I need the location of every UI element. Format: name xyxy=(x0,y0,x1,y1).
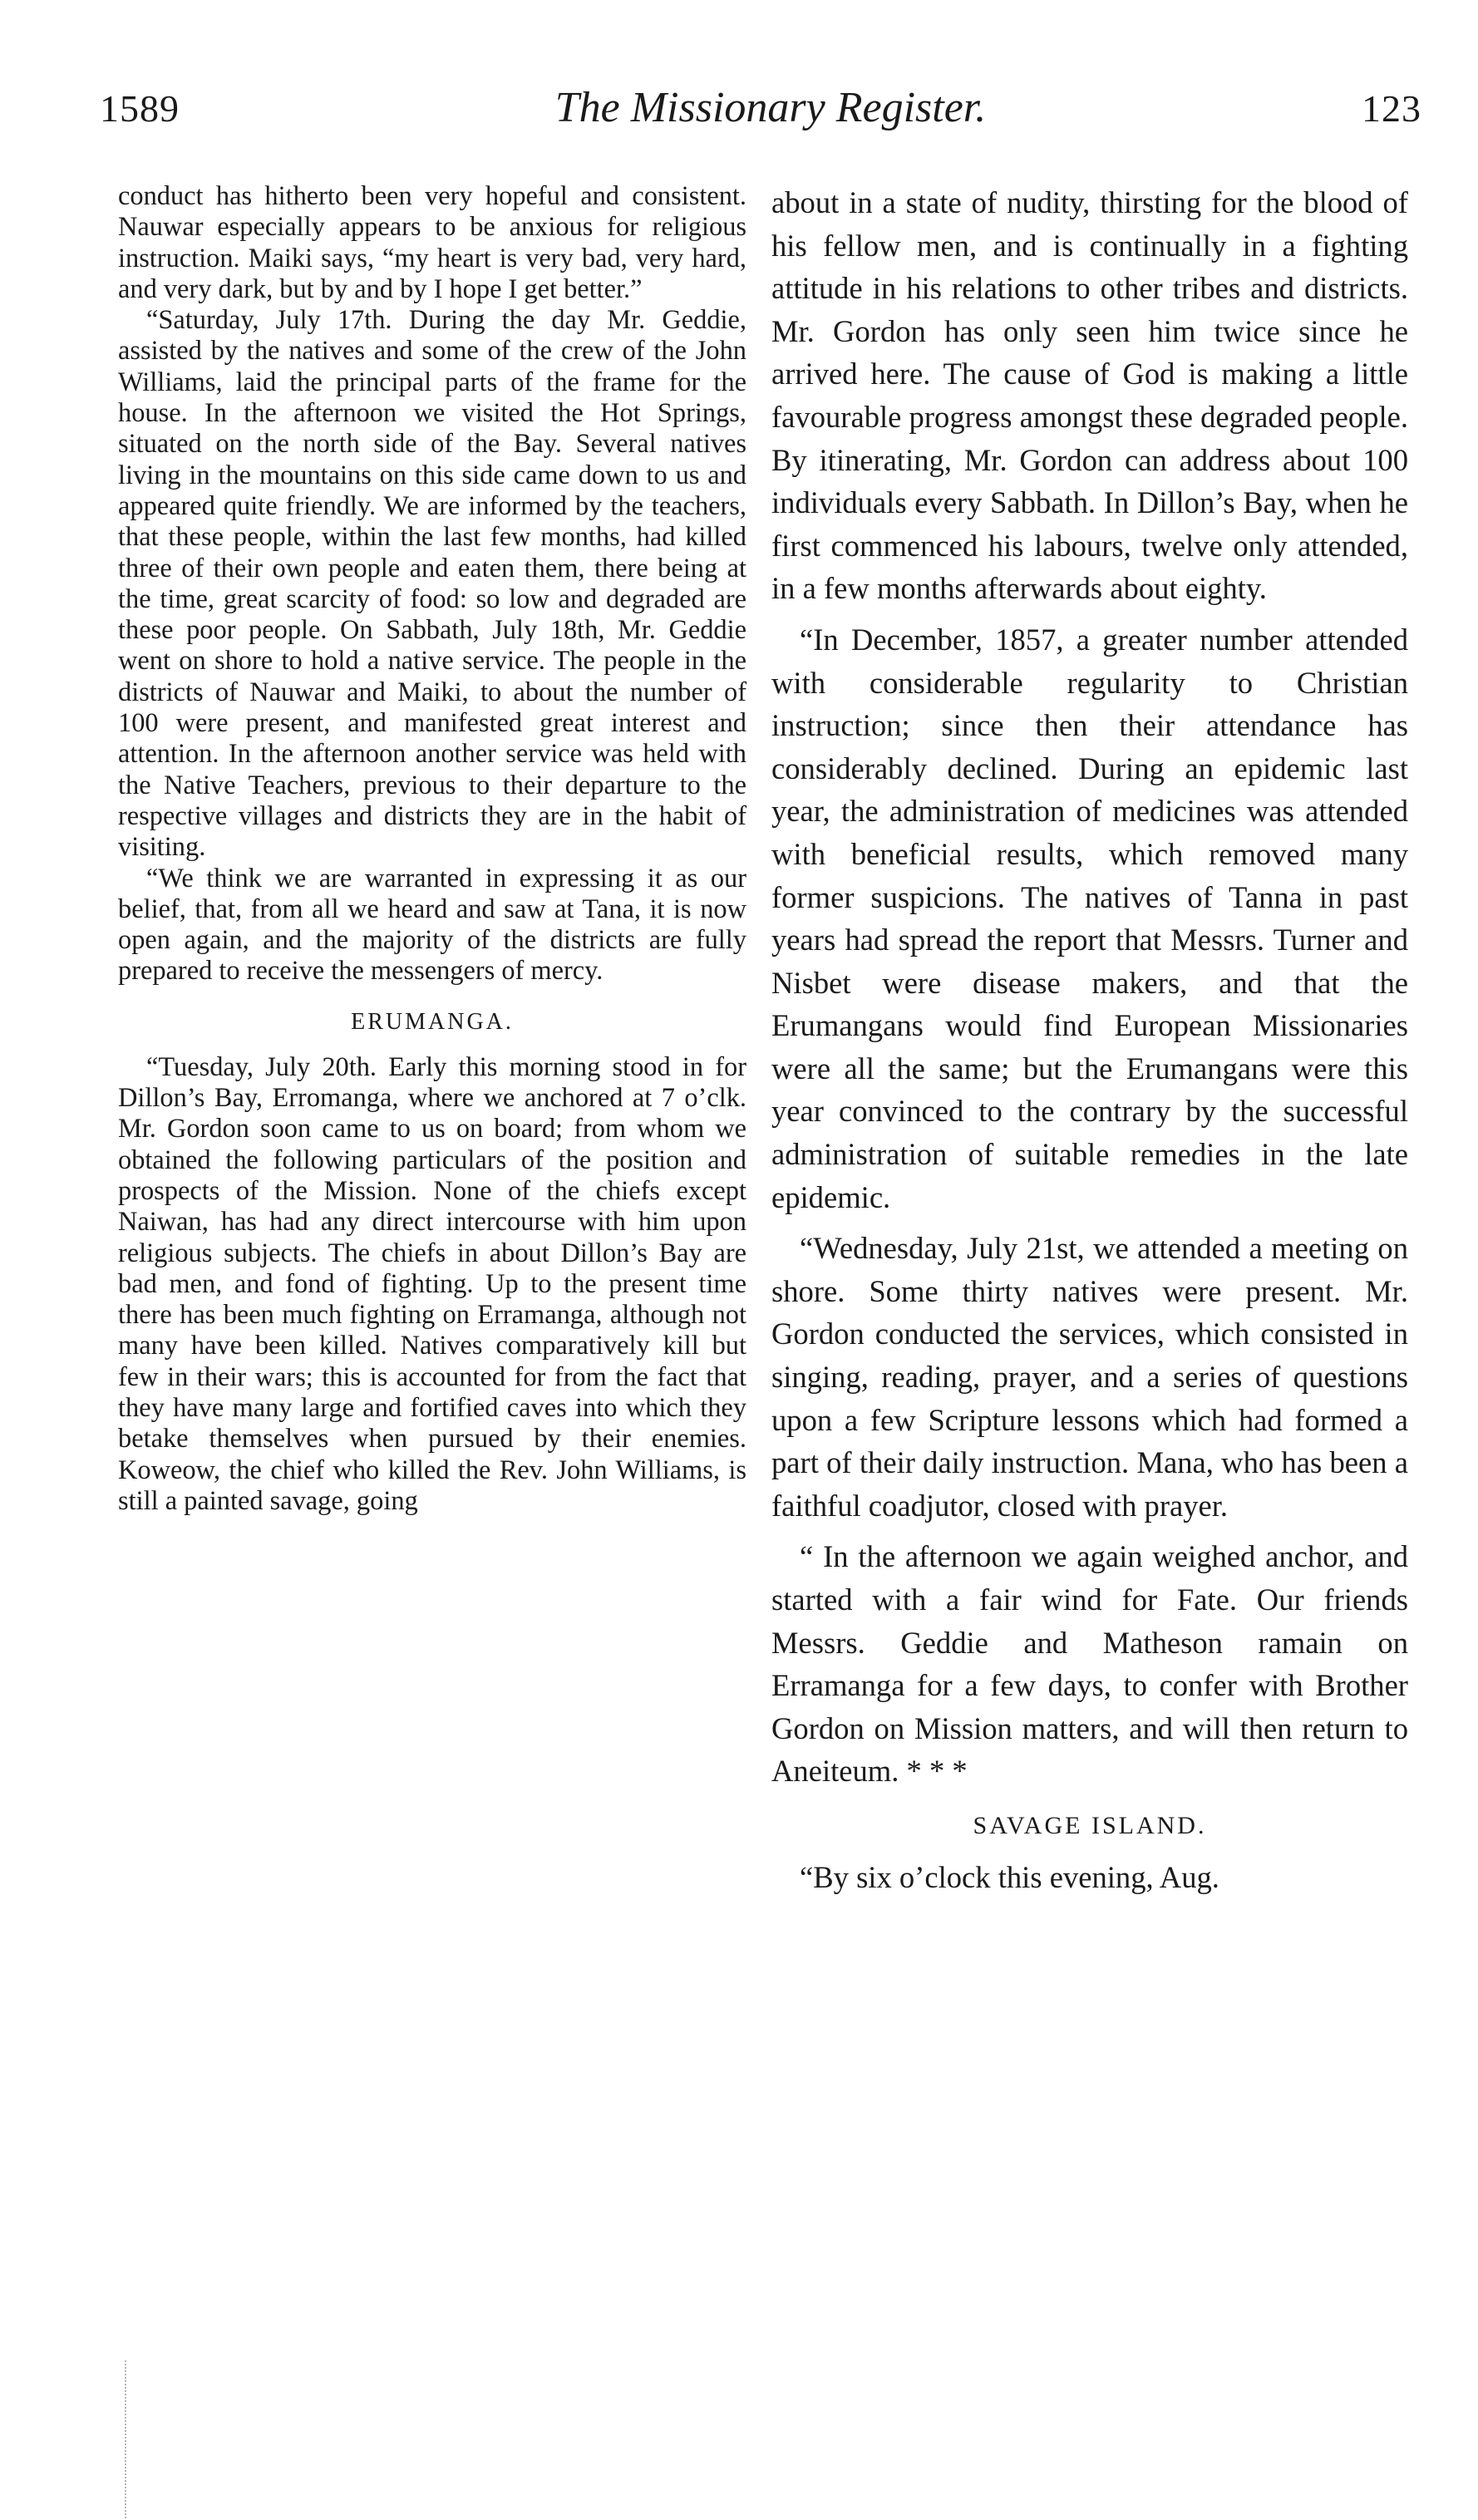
paragraph: “ In the afternoon we again weighed anchor, and started with a fair wind for Fate. Our friends Messrs. Geddie and Matheson ramain on Erramanga for a few days, to confer with Brother Gordon on Mission matters, and will then return to Aneiteum. * * * xyxy=(771,1539,1408,1789)
running-title: The Missionary Register. xyxy=(554,84,987,131)
page-number-left: 1589 xyxy=(100,87,180,130)
margin-dots xyxy=(125,2360,130,2518)
section-heading-erumanga: ERUMANGA. xyxy=(351,1008,514,1035)
page-number-right: 123 xyxy=(1362,87,1421,130)
section-heading-savage-island: SAVAGE ISLAND. xyxy=(973,1811,1207,1839)
paragraph: “In December, 1857, a greater number attended with considerable regularity to Christian instruction; since then their attendance has considerably declined. During an epidemic last year, the administration of medicines was attended with beneficial results, which removed many former suspicions. The natives of Tanna in past years had spread the report that Messrs. Turner and Nisbet were disease makers, and that the Erumangans would find European Missionaries were all the same; but the Erumangans were this year convinced to the contrary by the successful administration of suitable remedies in the late epidemic. xyxy=(771,622,1408,1214)
paragraph: “By six o’clock this evening, Aug. xyxy=(800,1859,1219,1894)
running-header xyxy=(100,83,1421,158)
paragraph: “Wednesday, July 21st, we attended a meeting on shore. Some thirty natives were present. Mr. Gordon conducted the services, which consisted in singing, reading, prayer, and a series of questions upon a few Scripture lessons which had formed a part of their daily instruction. Mana, who has been a faithful coadjutor, closed with prayer. xyxy=(771,1231,1408,1523)
paragraph: “Tuesday, July 20th. Early this morning stood in for Dillon’s Bay, Erromanga, where we anchored at 7 o’clk. Mr. Gordon soon came to us on board; from whom we obtained the following particulars of the position and prospects of the Mission. None of the chiefs except Naiwan, has had any direct intercourse with him upon religious subjects. The chiefs in about Dillon’s Bay are bad men, and fond of fighting. Up to the present time there has been much fighting on Erramanga, although not many have been killed. Natives comparatively kill but few in their wars; this is accounted for from the fact that they have many large and fortified caves into which they betake themselves when pursued by their enemies. Koweow, the chief who killed the Rev. John Williams, is still a painted savage, going xyxy=(118,1051,746,1516)
paragraph: about in a state of nudity, thirsting for the blood of his fellow men, and is continually in a fighting attitude in his relations to other tribes and districts. Mr. Gordon has only seen him twice since he arrived here. The cause of God is making a little favourable progress amongst these degraded people. By itinerating, Mr. Gordon can address about 100 individuals every Sabbath. In Dillon’s Bay, when he first commenced his labours, twelve only attended, in a few months afterwards about eighty. xyxy=(771,185,1408,606)
paragraph: “We think we are warranted in expressing it as our belief, that, from all we heard and saw at Tana, it is now open again, and the majority of the districts are fully prepared to receive the messengers of mercy. xyxy=(118,863,746,987)
right-column xyxy=(771,181,1408,1899)
paragraph: “Saturday, July 17th. During the day Mr. Geddie, assisted by the natives and some of the crew of the John Williams, laid the principal parts of the frame for the house. In the afternoon we visited the Hot Springs, situated on the north side of the Bay. Several natives living in the mountains on this side came down to us and appeared quite friendly. We are informed by the teachers, that these people, within the last few months, had killed three of their own people and eaten them, there being at the time, great scarcity of food: so low and degraded are these poor people. On Sabbath, July 18th, Mr. Geddie went on shore to hold a native service. The people in the districts of Nauwar and Maiki, to about the number of 100 were present, and manifested great interest and attention. In the afternoon another service was held with the Native Teachers, previous to their departure to the respective villages and districts they are in the habit of visiting. xyxy=(118,305,746,863)
left-column xyxy=(118,181,746,1517)
paragraph: conduct has hitherto been very hopeful and consistent. Nauwar especially appears to be anxious for religious instruction. Maiki says, “my heart is very bad, very hard, and very dark, but by and by I hope I get better.” xyxy=(118,181,746,304)
